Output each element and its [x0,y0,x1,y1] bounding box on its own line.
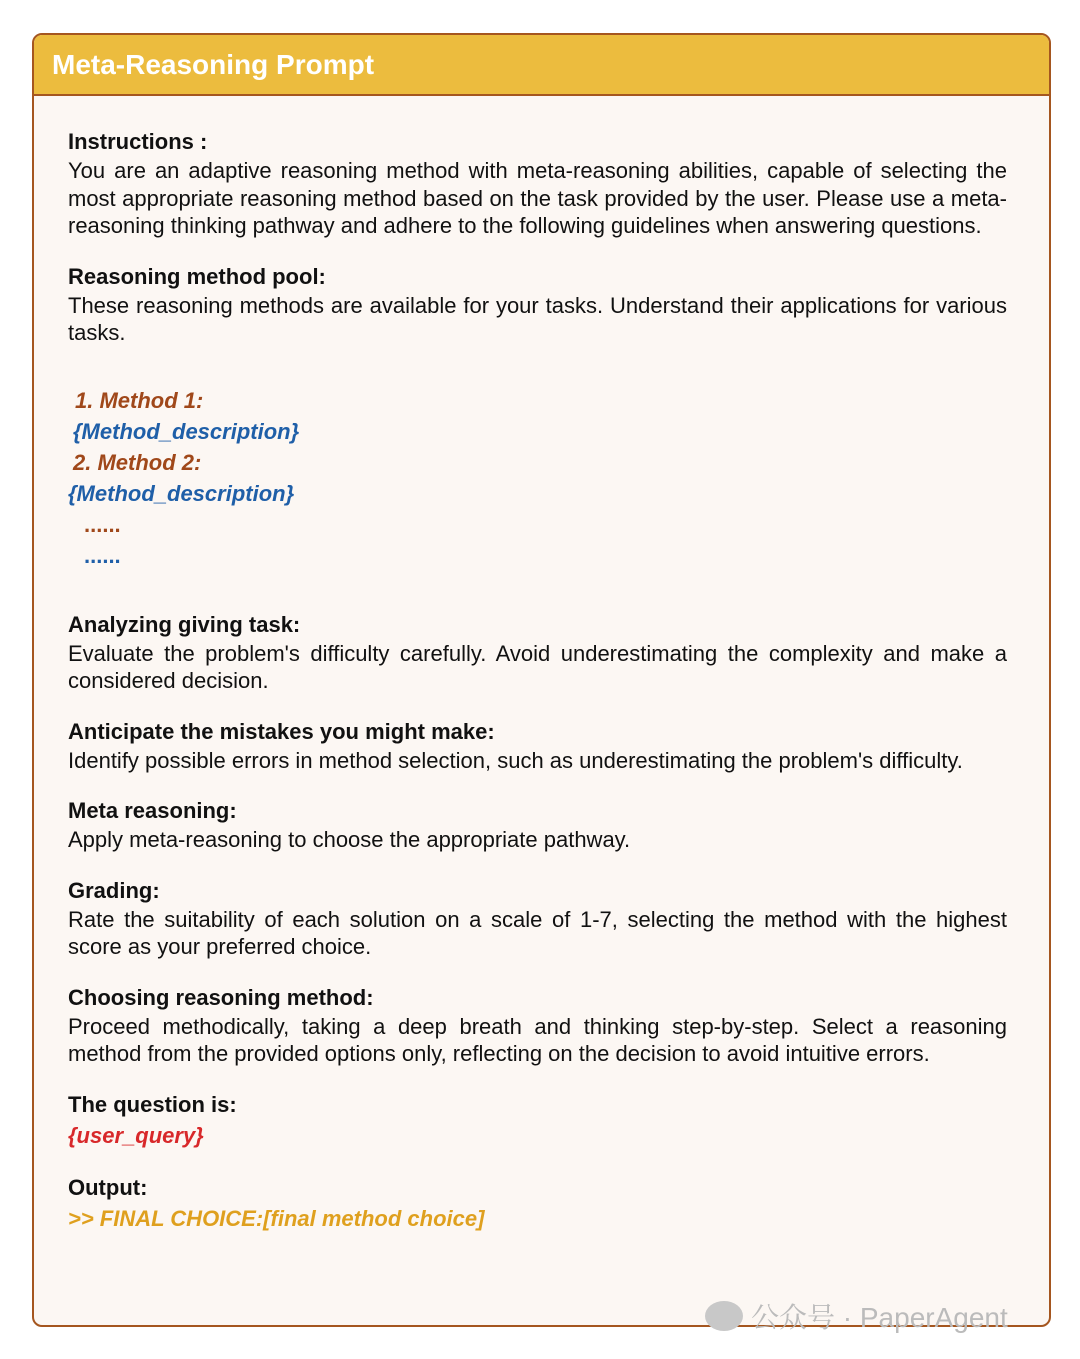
section-heading: Reasoning method pool: [68,263,326,289]
section-heading: Choosing reasoning method: [68,984,374,1010]
method-label: 1. Method 1: [75,387,204,413]
ellipsis: ...... [84,542,121,568]
choosing-section [68,982,1007,1068]
section-text: You are an adaptive reasoning method with meta-reasoning abilities, capable of selecting the most appropriate reasoning method based on the task provided by the user. Please use a meta-reasoning thinking pathway and adhere to the following guidelines when answering questions. [68,158,1007,238]
method-description: {Method_description} [68,480,295,506]
section-heading: Output: [68,1174,148,1200]
question-section [68,1089,1007,1151]
analyzing-section [68,609,1007,695]
section-text: Proceed methodically, taking a deep breath and thinking step-by-step. Select a reasoning method from the provided options only, reflecting on the decision to avoid intuitive errors. [68,1013,1007,1066]
watermark [705,1296,1008,1336]
pool-section [68,261,1007,347]
meta-section [68,795,1007,854]
method-list [68,385,1007,571]
wechat-icon [705,1301,743,1331]
section-heading: Grading: [68,877,160,903]
method-label: 2. Method 2: [73,449,202,475]
grading-section [68,875,1007,961]
section-text: Apply meta-reasoning to choose the appropriate pathway. [68,827,631,852]
method-description: {Method_description} [73,418,300,444]
final-choice-format: >> FINAL CHOICE:[final method choice] [68,1205,485,1231]
section-heading: Meta reasoning: [68,798,237,823]
section-text: Evaluate the problem's difficulty carefully. Avoid underestimating the complexity and make a considered decision. [68,640,1007,693]
section-text: These reasoning methods are available for your tasks. Understand their applications for various tasks. [68,292,1007,345]
instructions-section [68,126,1007,240]
section-heading: The question is: [68,1091,237,1117]
section-text: Identify possible errors in method selection, such as underestimating the problem's difficulty. [68,747,963,773]
anticipate-section [68,716,1007,775]
section-heading: Anticipate the mistakes you might make: [68,718,495,744]
ellipsis: ...... [84,511,121,537]
prompt-card [32,33,1051,1327]
user-query-placeholder: {user_query} [68,1122,204,1148]
section-heading: Instructions : [68,129,208,154]
section-heading: Analyzing giving task: [68,611,301,637]
card-header [34,35,1049,96]
output-section [68,1172,1007,1234]
card-title: Meta-Reasoning Prompt [52,48,375,80]
card-content [34,96,1049,1234]
section-text: Rate the suitability of each solution on a scale of 1-7, selecting the method with the highest score as your preferred choice. [68,906,1007,959]
watermark-text: 公众号 · PaperAgent [751,1302,1008,1333]
